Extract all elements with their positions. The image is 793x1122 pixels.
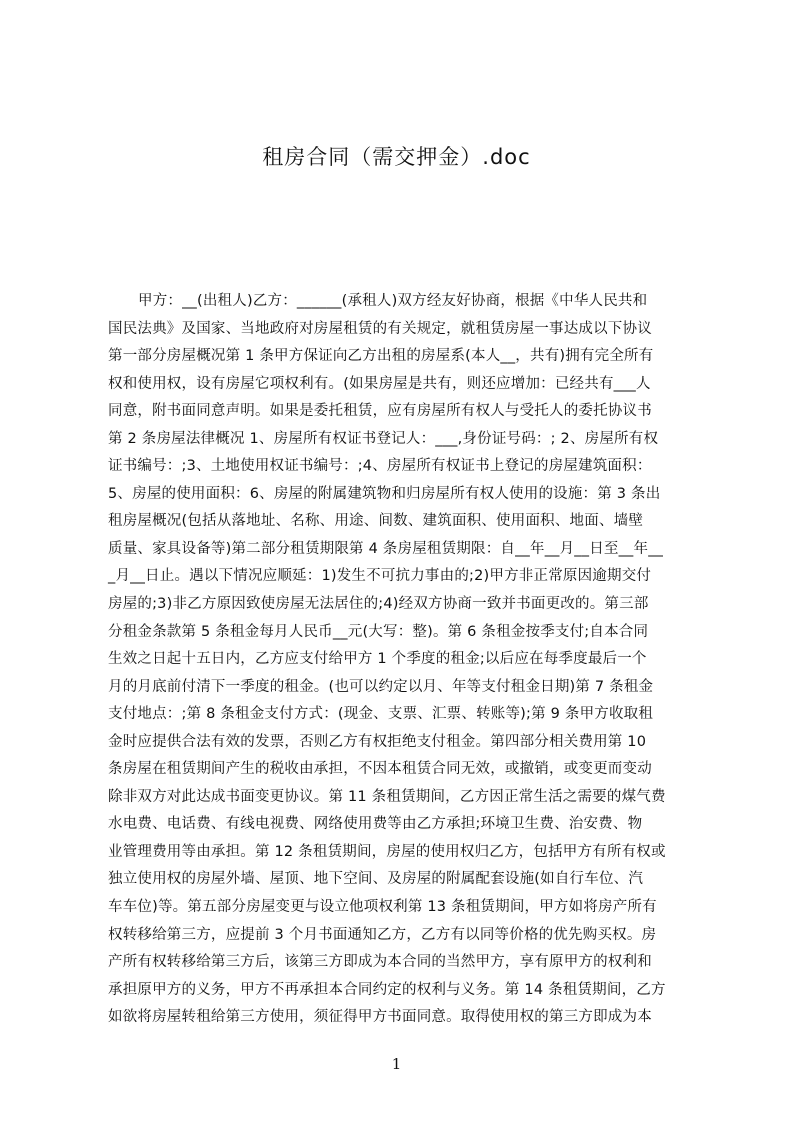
text-line: 权和使用权，设有房屋它项权利有。(如果房屋是共有，则还应增加：已经共有___人: [108, 375, 651, 392]
text-line: 生效之日起十五日内，乙方应支付给甲方 1 个季度的租金;以后应在每季度最后一个: [108, 651, 647, 668]
document-body: [108, 288, 698, 1026]
text-line: 第一部分房屋概况第 1 条甲方保证向乙方出租的房屋系(本人__，共有)拥有完全所有: [108, 348, 654, 365]
text-line: 除非双方对此达成书面变更协议。第 11 条租赁期间，乙方因正常生活之需要的煤气费: [108, 788, 666, 805]
text-line: 金时应提供合法有效的发票，否则乙方有权拒绝支付租金。第四部分相关费用第 10: [108, 733, 647, 750]
text-line: 同意，附书面同意声明。如果是委托租赁，应有房屋所有权人与受托人的委托协议书: [108, 403, 652, 420]
text-line: 月的月底前付清下一季度的租金。(也可以约定以月、年等支付租金日期)第 7 条租金: [108, 678, 654, 695]
text-line: 房屋的;3)非乙方原因致使房屋无法居住的;4)经双方协商一致并书面更改的。第三部: [108, 596, 649, 613]
text-line: 支付地点：;第 8 条租金支付方式：(现金、支票、汇票、转账等);第 9 条甲方收取租: [108, 706, 654, 723]
text-line: 第 2 条房屋法律概况 1、房屋所有权证书登记人：___,身份证号码：; 2、房屋所有权: [108, 430, 659, 447]
text-line: 承担原甲方的义务，甲方不再承担本合同约定的权利与义务。第 14 条租赁期间，乙方: [108, 981, 666, 998]
text-line: 分租金条款第 5 条租金每月人民币__元(大写：整)。第 6 条租金按季支付;自本合同: [108, 623, 649, 640]
document-title: 租房合同（需交押金）.doc: [262, 145, 531, 169]
page-number: 1: [391, 1055, 402, 1073]
text-line: 租房屋概况(包括从落地址、名称、用途、间数、建筑面积、使用面积、地面、墙壁: [108, 513, 644, 530]
text-line: 业管理费用等由承担。第 12 条租赁期间，房屋的使用权归乙方，包括甲方有所有权或: [108, 843, 666, 860]
text-line: 质量、家具设备等)第二部分租赁期限第 4 条房屋租赁期限：自__年__月__日至__年__: [108, 540, 664, 557]
text-line: 权转移给第三方，应提前 3 个月书面通知乙方，乙方有以同等价格的优先购买权。房: [108, 926, 657, 943]
text-line: 甲方：__(出租人)乙方：______(承租人)双方经友好协商，根据《中华人民共和: [138, 293, 648, 309]
text-line: _月__日止。遇以下情况应顺延：1)发生不可抗力事由的;2)甲方非正常原因逾期交付: [108, 568, 652, 585]
text-line: 产所有权转移给第三方后，该第三方即成为本合同的当然甲方，享有原甲方的权利和: [108, 954, 652, 971]
text-line: 证书编号：;3、土地使用权证书编号：;4、房屋所有权证书上登记的房屋建筑面积：: [108, 458, 652, 475]
text-line: 条房屋在租赁期间产生的税收由承担，不因本租赁合同无效，或撤销，或变更而变动: [108, 761, 652, 778]
text-line: 水电费、电话费、有线电视费、网络使用费等由乙方承担;环境卫生费、治安费、物: [108, 816, 643, 833]
text-line: 国民法典》及国家、当地政府对房屋租赁的有关规定，就租赁房屋一事达成以下协议: [108, 320, 652, 337]
text-line: 车车位)等。第五部分房屋变更与设立他项权利第 13 条租赁期间，甲方如将房产所有: [108, 899, 657, 916]
text-line: 独立使用权的房屋外墙、屋顶、地下空间、及房屋的附属配套设施(如自行车位、汽: [108, 871, 644, 888]
text-line: 如欲将房屋转租给第三方使用，须征得甲方书面同意。取得使用权的第三方即成为本: [108, 1009, 652, 1026]
text-line: 5、房屋的使用面积：6、房屋的附属建筑物和归房屋所有权人使用的设施：第 3 条出: [108, 485, 661, 502]
